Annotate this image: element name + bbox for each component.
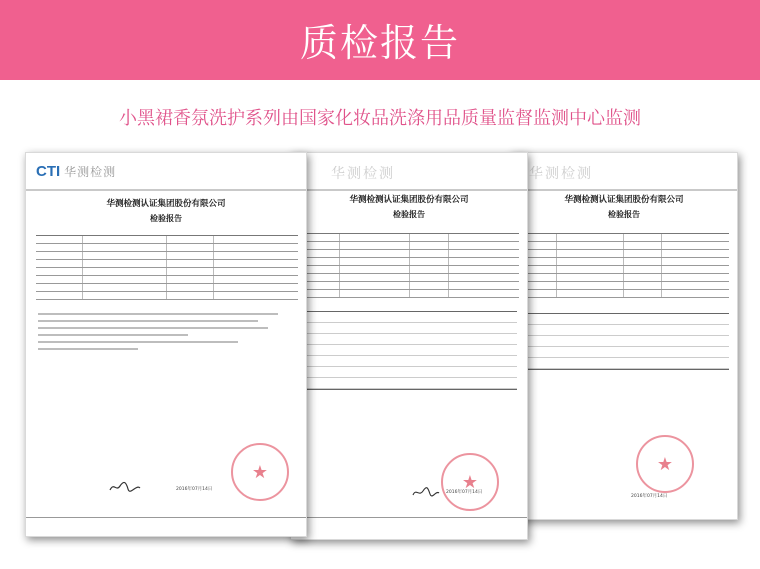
sign-date: 2016年07月14日 (446, 490, 483, 495)
sign-date: 2016年07月14日 (631, 494, 668, 499)
company-name: 华测检测认证集团股份有限公司 (106, 199, 226, 209)
company-name: 华测检测认证集团股份有限公司 (564, 195, 684, 205)
header-divider (291, 189, 527, 191)
report-title: 检验报告 (393, 209, 425, 219)
footer-divider (26, 517, 306, 518)
report-page-2 (290, 152, 528, 540)
watermark-logo: 华测检测 (529, 166, 593, 182)
report-title: 检验报告 (608, 209, 640, 219)
header-divider (511, 189, 737, 191)
header-divider (26, 189, 306, 191)
results-table (303, 311, 517, 390)
results-table (519, 313, 729, 370)
sign-date-row (176, 486, 296, 492)
sign-date: 2016年07月14日 (176, 487, 213, 492)
page-title: 质检报告 (299, 21, 460, 65)
watermark-logo: 华测检测 (331, 166, 395, 182)
report-page-3 (510, 152, 738, 520)
signature (411, 483, 441, 502)
footer-divider (291, 517, 527, 518)
info-grid (519, 233, 729, 298)
info-grid (36, 235, 298, 300)
cti-logo-text: CTI (36, 163, 61, 180)
sign-date-row (631, 493, 731, 499)
seal-stamp (441, 453, 499, 511)
page-subtitle: 小黑裙香氛洗护系列由国家化妆品洗涤用品质量监督监测中心监测 (119, 108, 641, 129)
seal-star-icon: ★ (251, 461, 269, 483)
report-title: 检验报告 (150, 213, 182, 223)
sign-date-row (446, 489, 526, 495)
company-name: 华测检测认证集团股份有限公司 (349, 195, 469, 205)
info-grid (301, 233, 519, 298)
cti-logo-cn: 华测检测 (64, 165, 117, 179)
header-banner (0, 0, 760, 80)
seal-stamp (636, 435, 694, 493)
signature (108, 479, 142, 498)
cti-logo (36, 163, 116, 180)
seal-star-icon: ★ (461, 471, 479, 493)
report-page-1 (25, 152, 307, 537)
conclusion-text (38, 313, 288, 355)
seal-star-icon: ★ (656, 453, 674, 475)
seal-stamp (231, 443, 289, 501)
